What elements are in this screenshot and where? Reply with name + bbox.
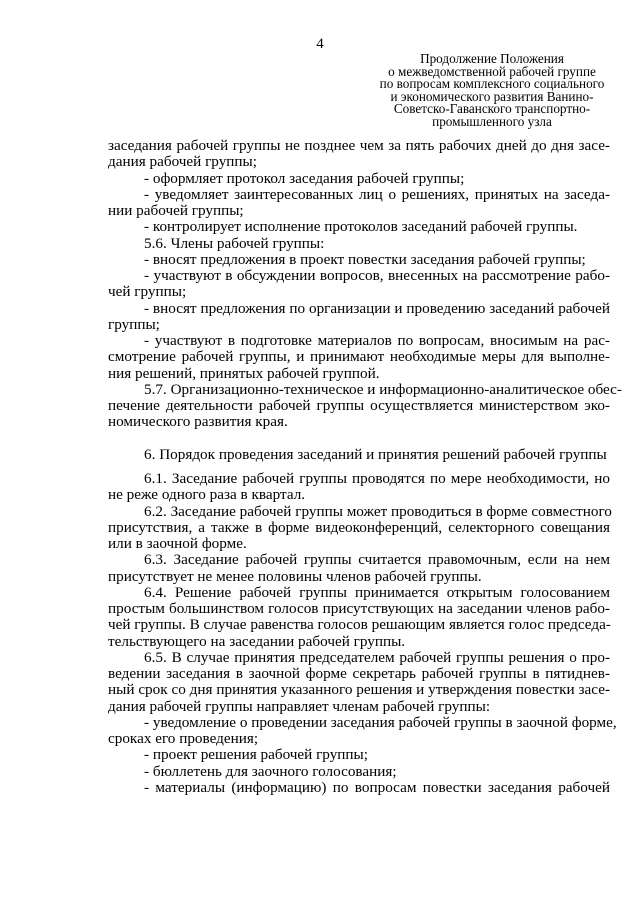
header-line: о межведомственной рабочей группе xyxy=(388,63,596,79)
body-line: тельствующего на заседании рабочей группы. xyxy=(108,632,406,650)
body-line: - бюллетень для заочного голосования; xyxy=(144,762,397,780)
document-body xyxy=(108,137,622,796)
body-line: 6.2. Заседание рабочей группы может проводиться в форме совместного xyxy=(144,502,612,520)
body-line: ный срок со дня принятия указанного решения и утверждения повестки засе- xyxy=(108,681,610,699)
header-line: по вопросам комплексного социального xyxy=(379,76,605,92)
body-line: смотрение рабочей группы, и принимают необходимые меры для выполне- xyxy=(108,348,610,366)
page-number: 4 xyxy=(316,36,324,52)
body-line: не реже одного раза в квартал. xyxy=(108,486,306,504)
body-line: - участвуют в обсуждении вопросов, внесенных на рассмотрение рабо- xyxy=(144,267,610,284)
body-line: заседания рабочей группы не позднее чем за пять рабочих дней до дня засе- xyxy=(108,137,610,154)
body-line: - контролирует исполнение протоколов заседаний рабочей группы. xyxy=(144,218,578,236)
header-line: промышленного узла xyxy=(432,113,552,129)
body-line: присутствия, а также в форме видеоконференций, селекторного совещания xyxy=(108,518,610,536)
body-line: - уведомляет заинтересованных лиц о решениях, принятых на заседа- xyxy=(144,185,610,203)
body-line: номического развития края. xyxy=(108,413,288,431)
body-line: печение деятельности рабочей группы осуществляется министерством эко- xyxy=(108,397,610,414)
body-line: - уведомление о проведении заседания рабочей группы в заочной форме, xyxy=(144,713,617,731)
body-line: или в заочной форме. xyxy=(108,535,247,552)
body-line: - материалы (информацию) по вопросам повестки заседания рабочей xyxy=(144,778,610,796)
body-line: - проект решения рабочей группы; xyxy=(144,746,368,764)
body-line: - вносят предложения по организации и проведению заседаний рабочей xyxy=(144,299,610,317)
body-line: 6.4. Решение рабочей группы принимается открытым голосованием xyxy=(144,583,610,601)
body-line: дания рабочей группы направляет членам рабочей группы: xyxy=(108,697,491,715)
body-line: 6.1. Заседание рабочей группы проводятся по мере необходимости, но xyxy=(144,470,610,487)
body-line: ведении заседания в заочной форме секретарь рабочей группы в пятиднев- xyxy=(108,665,610,682)
header-line: Продолжение Положения xyxy=(420,51,564,66)
body-line: нии рабочей группы; xyxy=(108,202,244,219)
body-line: 5.6. Члены рабочей группы: xyxy=(144,234,325,252)
header-line: и экономического развития Ванино- xyxy=(390,88,594,104)
body-line: - вносят предложения в проект повестки заседания рабочей группы; xyxy=(144,250,586,268)
section-gap xyxy=(108,431,610,447)
body-line: чей группы; xyxy=(108,283,187,301)
body-line: - участвуют в подготовке материалов по вопросам, вносимым на рас- xyxy=(144,332,610,349)
document-header-note xyxy=(372,53,612,129)
section-heading: 6. Порядок проведения заседаний и принятия решений рабочей группы xyxy=(144,445,607,463)
body-line: 5.7. Организационно-техническое и информационно-аналитическое обес- xyxy=(144,380,622,398)
body-line: - оформляет протокол заседания рабочей группы; xyxy=(144,169,465,187)
body-line: простым большинством голосов присутствующих на заседании членов рабо- xyxy=(108,600,610,617)
body-line: присутствует не менее половины членов рабочей группы. xyxy=(108,567,482,585)
body-line: дания рабочей группы; xyxy=(108,153,257,171)
body-line: 6.5. В случае принятия председателем рабочей группы решения о про- xyxy=(144,648,610,666)
body-line: ния решений, принятых рабочей группой. xyxy=(108,364,380,382)
body-line: 6.3. Заседание рабочей группы считается правомочным, если на нем xyxy=(144,551,610,569)
body-line: сроках его проведения; xyxy=(108,730,259,747)
header-line: Советско-Гаванского транспортно- xyxy=(393,101,591,117)
body-line: группы; xyxy=(108,315,160,333)
body-line: чей группы. В случае равенства голосов решающим является голос председа- xyxy=(108,616,611,634)
